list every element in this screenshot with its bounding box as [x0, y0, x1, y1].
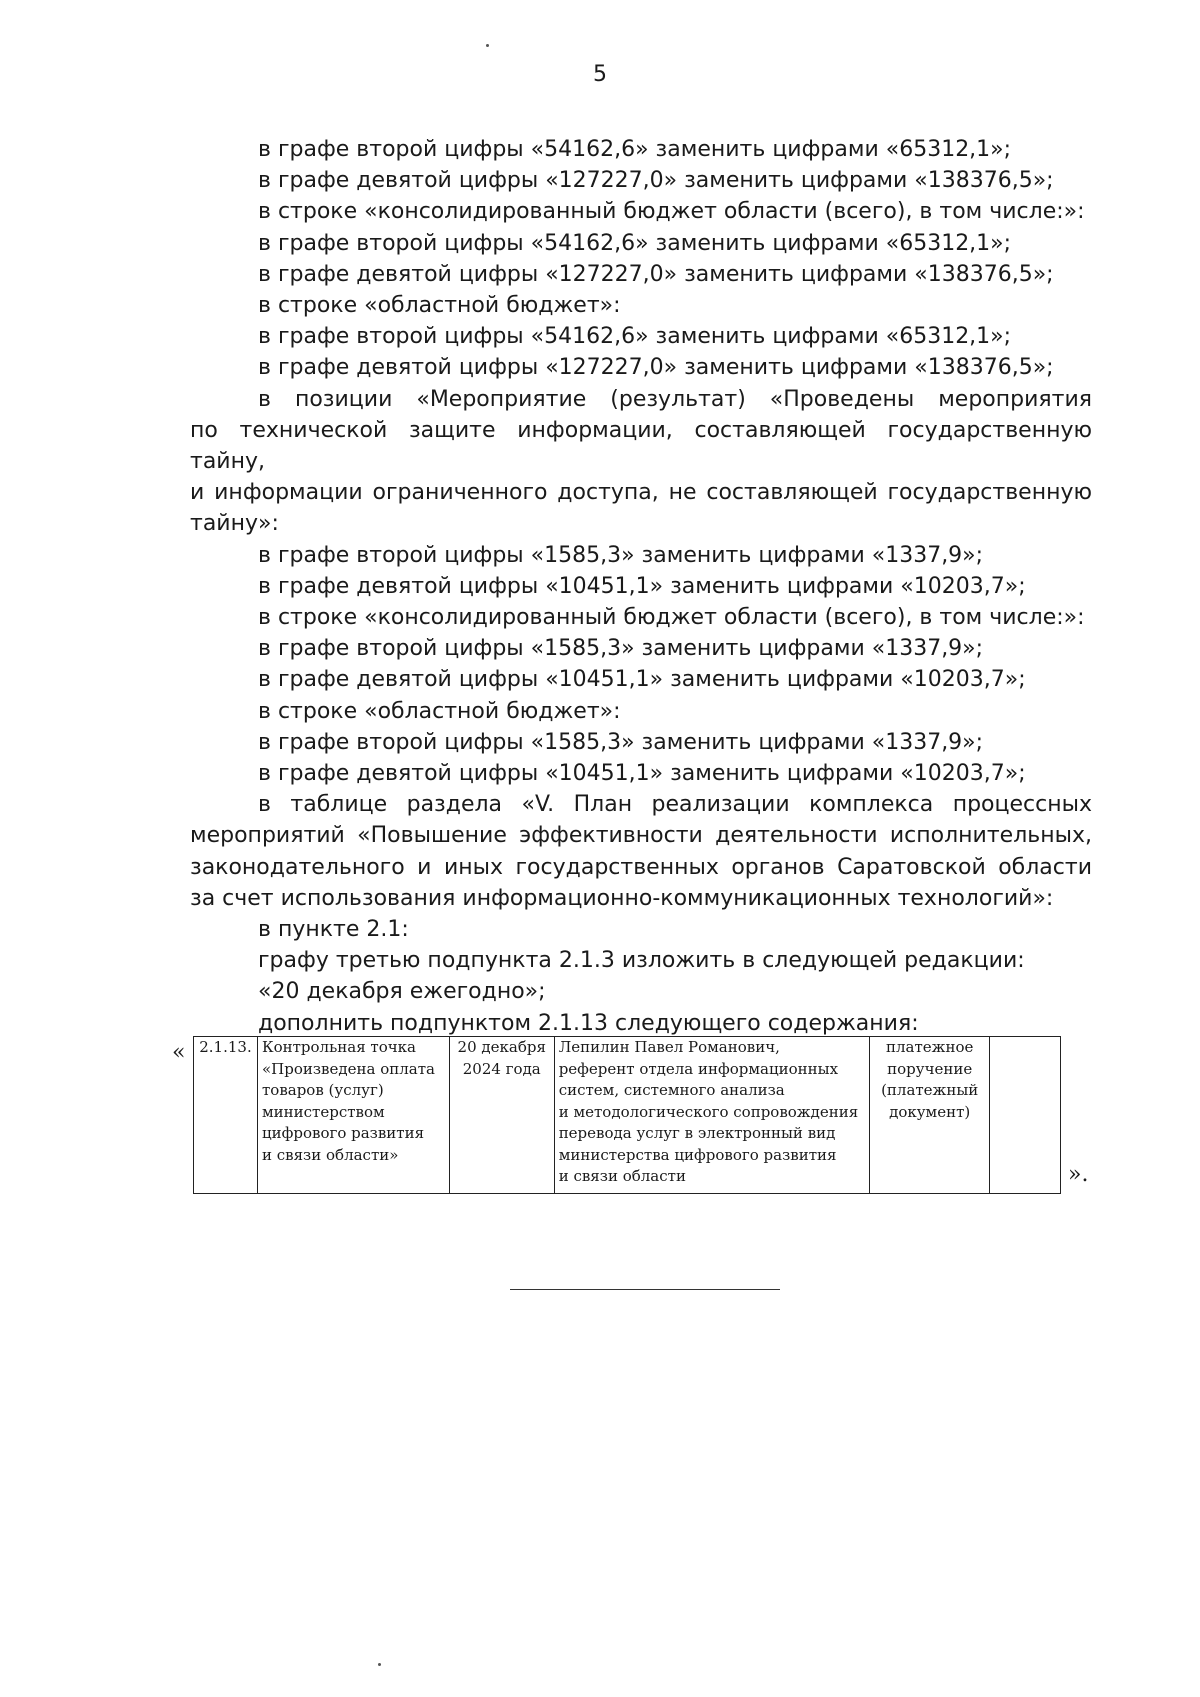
- paragraph-line: тайну»:: [190, 511, 279, 537]
- document-body: [190, 134, 1092, 1039]
- cell-date: [449, 1037, 554, 1194]
- table-open-quote: «: [172, 1040, 186, 1065]
- cell-line: цифрового развития: [261, 1124, 425, 1142]
- paragraph-line: в графе девятой цифры «127227,0» заменить цифрами «138376,5»;: [258, 355, 1054, 381]
- cell-document: [870, 1037, 990, 1194]
- paragraph-line: в графе второй цифры «1585,3» заменить цифрами «1337,9»;: [258, 542, 984, 568]
- cell-line: 2.1.13.: [199, 1038, 252, 1056]
- cell-line: перевода услуг в электронный вид: [558, 1124, 836, 1142]
- paragraph-line: в графе девятой цифры «10451,1» заменить цифрами «10203,7»;: [258, 573, 1026, 599]
- paragraph-line: в таблице раздела «V. План реализации комплекса процессных: [258, 792, 1092, 818]
- paragraph-line: в строке «консолидированный бюджет области (всего), в том числе:»:: [258, 199, 1085, 225]
- paragraph-line: в графе девятой цифры «10451,1» заменить цифрами «10203,7»;: [258, 667, 1026, 693]
- paragraph-line: и информации ограниченного доступа, не составляющей государственную: [190, 480, 1092, 506]
- cell-name: [257, 1037, 449, 1194]
- paragraph-line: мероприятий «Повышение эффективности деятельности исполнительных,: [190, 823, 1092, 849]
- cell-line: «Произведена оплата: [261, 1059, 435, 1078]
- cell-line: и методологического сопровождения: [558, 1102, 859, 1121]
- paragraph-line: по технической защите информации, составляющей государственную тайну,: [190, 417, 1092, 475]
- cell-number: [194, 1037, 258, 1194]
- paragraph-line: в строке «областной бюджет»:: [258, 293, 621, 319]
- end-divider: [510, 1289, 780, 1290]
- paragraph-line: в графе второй цифры «1585,3» заменить цифрами «1337,9»;: [258, 729, 984, 755]
- cell-line: и связи области: [558, 1167, 686, 1185]
- paragraph-line: в графе второй цифры «1585,3» заменить цифрами «1337,9»;: [258, 636, 984, 662]
- cell-line: Контрольная точка: [261, 1038, 416, 1056]
- cell-line: платежное: [886, 1038, 974, 1056]
- cell-line: 20 декабря: [457, 1038, 546, 1056]
- paragraph-line: за счет использования информационно-коммуникационных технологий»:: [190, 885, 1054, 911]
- page-number: 5: [593, 62, 607, 87]
- paragraph-line: в строке «консолидированный бюджет области (всего), в том числе:»:: [258, 605, 1085, 631]
- paragraph-line: законодательного и иных государственных органов Саратовской области: [190, 854, 1092, 880]
- paragraph-line: в графе девятой цифры «10451,1» заменить цифрами «10203,7»;: [258, 761, 1026, 787]
- cell-line: документ): [889, 1102, 971, 1121]
- paragraph-line: в пункте 2.1:: [258, 917, 409, 943]
- table-close-quote: ».: [1068, 1162, 1089, 1187]
- paragraph-line: в графе девятой цифры «127227,0» заменить цифрами «138376,5»;: [258, 168, 1054, 194]
- cell-line: (платежный: [881, 1081, 979, 1099]
- cell-line: министерства цифрового развития: [558, 1145, 837, 1164]
- cell-line: и связи области»: [261, 1145, 399, 1164]
- cell-line: 2024 года: [462, 1059, 541, 1078]
- cell-line: систем, системного анализа: [558, 1081, 785, 1099]
- amendment-table: [193, 1036, 1061, 1194]
- paragraph-line: графу третью подпункта 2.1.3 изложить в следующей редакции:: [258, 948, 1025, 974]
- paragraph-line: в строке «областной бюджет»:: [258, 698, 621, 724]
- scan-speck: [486, 44, 489, 47]
- paragraph-line: дополнить подпунктом 2.1.13 следующего содержания:: [258, 1010, 919, 1036]
- cell-line: поручение: [887, 1059, 973, 1078]
- cell-line: референт отдела информационных: [558, 1059, 839, 1078]
- table-row: [194, 1037, 1061, 1194]
- paragraph-line: «20 декабря ежегодно»;: [258, 979, 546, 1005]
- paragraph-line: в графе второй цифры «54162,6» заменить цифрами «65312,1»;: [258, 137, 1012, 162]
- cell-line: министерством: [261, 1102, 385, 1121]
- cell-responsible: [554, 1037, 870, 1194]
- cell-line: товаров (услуг): [261, 1081, 384, 1099]
- paragraph-line: в графе второй цифры «54162,6» заменить цифрами «65312,1»;: [258, 324, 1012, 350]
- cell-line: Лепилин Павел Романович,: [558, 1038, 780, 1056]
- paragraph-line: в позиции «Мероприятие (результат) «Проведены мероприятия: [258, 386, 1092, 412]
- paragraph-line: в графе девятой цифры «127227,0» заменить цифрами «138376,5»;: [258, 261, 1054, 287]
- paragraph-line: в графе второй цифры «54162,6» заменить цифрами «65312,1»;: [258, 230, 1012, 256]
- cell-empty: [990, 1037, 1061, 1194]
- scan-speck: [378, 1663, 381, 1666]
